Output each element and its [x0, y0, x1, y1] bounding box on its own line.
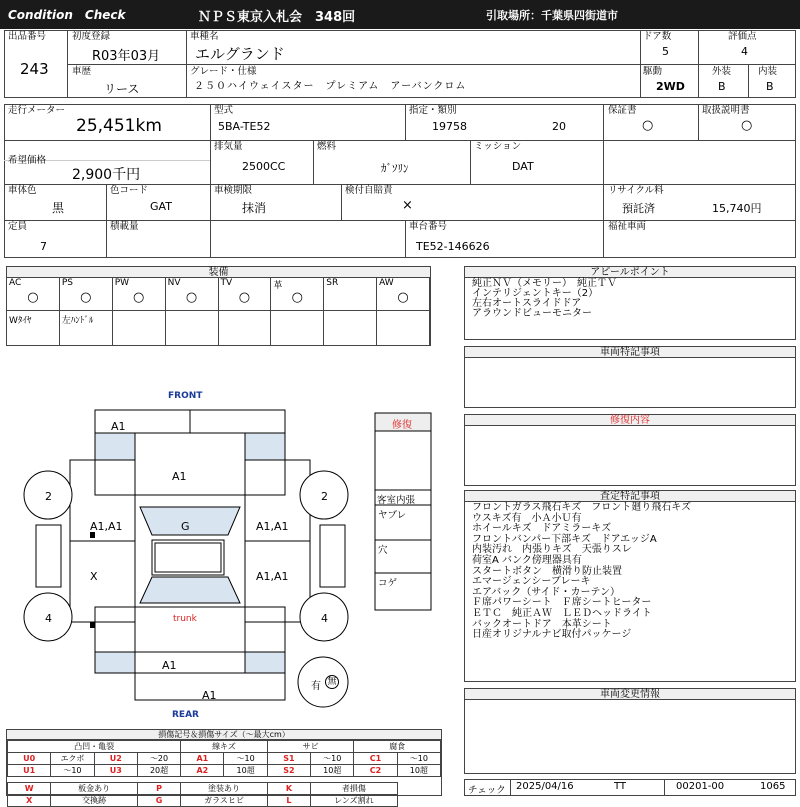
equipment-item-row2: [377, 311, 430, 345]
equipment-item: [113, 278, 166, 311]
equipment-item-row2: [113, 311, 166, 345]
color-code: GAT: [150, 200, 172, 213]
legend-other-cell: 塗装あり: [181, 783, 268, 795]
equipment-grid: [7, 278, 430, 345]
front-label: FRONT: [168, 391, 203, 401]
equipment-name: PS: [61, 278, 74, 288]
body-color: 黒: [52, 201, 65, 215]
interior-label: 内装: [758, 66, 778, 77]
legend-other-cell: K: [267, 783, 310, 795]
spare-tire: 無: [325, 675, 339, 689]
car-diagram: [0, 395, 460, 725]
tire-front-left: 2: [45, 490, 52, 503]
legend-cell: C1: [354, 753, 397, 765]
legend-cell: A2: [181, 765, 224, 777]
equipment-name: 左ﾊﾝﾄﾞﾙ: [61, 316, 94, 326]
equipment-mark: ○: [185, 290, 198, 305]
recycle-fee: 15,740円: [712, 202, 762, 215]
mark-left-front-door: A1,A1: [90, 520, 123, 533]
mission-label: ミッション: [474, 141, 522, 152]
inspection-note-line: フロントガラス飛石キズ フロント廻り飛石キズ: [472, 502, 691, 513]
legend-cell: S2: [267, 765, 310, 777]
inspection-note-line: エアバック（サイド・カーテン）: [472, 586, 620, 598]
car-name-label: 車種名: [190, 31, 219, 42]
rear-label: REAR: [172, 710, 199, 720]
equipment-mark: ○: [238, 290, 251, 305]
inspection-note-line: Ｆ席パワーシート Ｆ席シートヒーター: [472, 597, 652, 609]
legend-other-cell: X: [8, 795, 51, 807]
legend-other-cell: ガラスヒビ: [181, 795, 268, 807]
equipment-item-row2: [324, 311, 377, 345]
check-label: チェック: [468, 785, 506, 796]
equipment-item-row2: [219, 311, 272, 345]
doors: 5: [662, 45, 669, 58]
load-label: 積載量: [110, 221, 139, 232]
inspection-note-line: 荷室A バンク傍理器具有: [472, 555, 582, 566]
manual-label: 取扱説明書: [702, 105, 750, 116]
appeal-title: アピールポイント: [465, 267, 795, 278]
tire-rear-left: 4: [45, 612, 52, 625]
equipment-mark: ○: [291, 290, 303, 305]
exterior-label: 外装: [712, 66, 732, 77]
equipment-name: TV: [220, 278, 233, 288]
tire-front-right: 2: [321, 490, 328, 503]
equipment-mark: ○: [80, 290, 92, 305]
inspection-note-line: エマージェンシーブレーキ: [472, 576, 591, 588]
mark-rear-bumper: A1: [202, 689, 217, 702]
equipment-name: SR: [326, 278, 339, 288]
legend-cell: 20超: [137, 765, 180, 777]
exterior: B: [718, 80, 726, 93]
inspection-note-line: スタートボタン 横滑り防止装置: [472, 565, 622, 577]
equipment-item: [7, 278, 60, 311]
cabin-title: 客室内張: [377, 495, 416, 506]
warranty: ○: [642, 118, 654, 133]
repair-label: 修復: [392, 420, 412, 431]
liability-label: 検付自賠責: [345, 185, 393, 196]
footer-code: 00201-00: [676, 781, 725, 792]
inspection-note-line: ＥＴＣ 純正ＡＷ ＬＥＤヘッドライト: [472, 608, 652, 619]
welfare-label: 福祉車両: [608, 221, 647, 232]
equipment-item: [377, 278, 430, 311]
fuel: ｶﾞｿﾘﾝ: [381, 162, 409, 175]
legend-other-cell: 交換跡: [51, 795, 138, 807]
lot-no: 243: [20, 60, 49, 78]
special-notes-title: 車両特記事項: [465, 347, 795, 358]
equipment-item: [271, 278, 324, 311]
equipment-item-row2: [166, 311, 219, 345]
doors-label: ドア数: [643, 31, 672, 42]
mission: DAT: [512, 160, 534, 173]
equipment-item-row2: [7, 311, 60, 345]
legend-table: [7, 740, 441, 807]
mark-rear-gate: A1: [162, 659, 177, 672]
legend-title: 損傷記号＆損傷サイズ（〜最大cm）: [7, 730, 441, 740]
check-date: 2025/04/16: [516, 781, 574, 792]
displacement-label: 排気量: [214, 141, 243, 152]
legend-header: 腐食: [354, 741, 441, 753]
legend-cell: C2: [354, 765, 397, 777]
equipment-name: PW: [114, 278, 130, 288]
legend-cell: 〜10: [311, 753, 354, 765]
lot-no-label: 出品番号: [8, 31, 47, 42]
equipment-mark: ○: [397, 290, 409, 305]
legend-header: 凸凹・亀裂: [8, 741, 181, 753]
inspection-note-line: ホイールキズ ドアミラーキズ: [472, 523, 612, 535]
designation-label: 指定・類別: [409, 105, 457, 116]
appeal-line: インテリジェントキー（2）: [472, 288, 599, 299]
appeal-line: 純正ＮＶ（メモリー） 純正ＴＶ: [472, 278, 617, 289]
inspection-label: 車検期限: [214, 185, 253, 196]
mileage-label: 走行メーター: [8, 105, 66, 116]
equipment-name: AW: [379, 278, 394, 288]
legend-other-cell: W: [8, 783, 51, 795]
legend-cell: U2: [94, 753, 137, 765]
drive-label: 駆動: [643, 66, 663, 77]
equipment-name: NV: [167, 278, 181, 288]
tire-rear-right: 4: [321, 612, 328, 625]
legend-other-cell: 者損傷: [311, 783, 398, 795]
equipment-name: 革: [273, 281, 283, 291]
grade-label: グレード・仕様: [190, 66, 257, 77]
designation: 19758: [432, 120, 467, 133]
car-name: エルグランド: [195, 45, 285, 63]
inspection-expiry: 抹消: [242, 201, 267, 215]
legend-other-cell: L: [267, 795, 310, 807]
inspection-note-line: 日産オリジナルナビ取付パッケージ: [472, 629, 632, 641]
legend-other-cell: レンズ割れ: [311, 795, 398, 807]
equipment-title: 装備: [7, 267, 430, 278]
equipment-item: [219, 278, 272, 311]
warranty-label: 保証書: [608, 105, 637, 116]
change-info-panel: [464, 688, 796, 774]
mark-left-rear-door: X: [90, 570, 98, 583]
footer-number: 1065: [760, 781, 786, 792]
appeal-line: アラウンドビューモニター: [472, 308, 592, 319]
recycle-status: 預託済: [622, 202, 655, 215]
liability: ×: [402, 198, 413, 213]
interior: B: [766, 80, 774, 93]
price-label: 希望価格: [8, 155, 47, 166]
model: 5BA-TE52: [218, 120, 271, 133]
inspection-note-line: ウスキズ有 小Ａ小Ｕ有: [472, 512, 582, 524]
auction-name: ＮＰＳ東京入札会 348回: [198, 10, 356, 25]
inspection-note-line: バックオートドア 本革シート: [472, 618, 612, 630]
legend-cell: 〜10: [51, 765, 94, 777]
price: 2,900千円: [72, 167, 141, 183]
fuel-label: 燃料: [317, 141, 337, 152]
mileage: 25,451km: [76, 116, 162, 136]
legend-other-cell: 板金あり: [51, 783, 138, 795]
inspection-note-line: フロントバンパー下部キズ ドアエッジA: [472, 533, 657, 545]
body-color-label: 車体色: [8, 185, 37, 196]
capacity-label: 定員: [8, 221, 28, 232]
legend-grid: [7, 740, 441, 807]
equipment-item: [324, 278, 377, 311]
sheet-title: Condition Check: [8, 8, 126, 22]
legend-header: サビ: [267, 741, 354, 753]
legend-cell: 10超: [224, 765, 267, 777]
legend-cell: U3: [94, 765, 137, 777]
mark-right-front-door: A1,A1: [256, 520, 289, 533]
first-reg: R03年03月: [92, 49, 161, 64]
inspection-note-line: 内装汚れ 内張りキズ 天張りスレ: [472, 544, 632, 556]
repair-content-title: 修復内容: [465, 415, 795, 426]
model-label: 型式: [214, 105, 234, 116]
spare-prefix: 有: [311, 681, 321, 692]
history-label: 車歴: [72, 66, 92, 77]
classification: 20: [552, 120, 566, 133]
trunk-label: trunk: [173, 614, 197, 624]
equipment-name: Wﾀｲﾔ: [9, 316, 32, 326]
grade: ２５０ハイウェイスター プレミアム アーバンクロム: [194, 81, 467, 92]
legend-other-cell: P: [137, 783, 180, 795]
cabin-item-hole: 穴: [378, 545, 388, 556]
cabin-item-tear: ヤブレ: [378, 510, 407, 521]
legend-cell: S1: [267, 753, 310, 765]
legend-cell: 〜20: [137, 753, 180, 765]
equipment-item: [166, 278, 219, 311]
legend-header: 線キズ: [181, 741, 268, 753]
legend-cell: 〜10: [224, 753, 267, 765]
change-info-title: 車両変更情報: [465, 689, 795, 700]
score-label: 評価点: [728, 31, 757, 42]
equipment-item-row2: [60, 311, 113, 345]
header-bar: [0, 0, 800, 29]
legend-cell: エクボ: [51, 753, 94, 765]
equipment-mark: ○: [133, 290, 145, 305]
equipment-item: [60, 278, 113, 311]
equipment-name: AC: [9, 278, 22, 288]
mark-hood: A1: [172, 470, 187, 483]
drive: 2WD: [656, 80, 685, 93]
equipment-item-row2: [271, 311, 324, 345]
mark-front-bumper: A1: [111, 420, 126, 433]
chassis-label: 車台番号: [409, 221, 448, 232]
cabin-item-burn: コゲ: [378, 578, 398, 589]
displacement: 2500CC: [242, 160, 286, 173]
inspector: TT: [614, 781, 627, 792]
manual: ○: [741, 118, 753, 133]
legend-cell: 10超: [311, 765, 354, 777]
legend-other-cell: G: [137, 795, 180, 807]
check-footer: [464, 779, 796, 796]
recycle-label: リサイクル料: [608, 185, 664, 196]
first-reg-label: 初度登録: [72, 31, 111, 42]
color-code-label: 色コード: [110, 185, 149, 196]
equipment-mark: ○: [27, 290, 39, 305]
legend-cell: 〜10: [397, 753, 440, 765]
inspection-notes-title: 査定特記事項: [465, 491, 795, 502]
history: リース: [104, 82, 140, 96]
mark-roof: G: [181, 520, 190, 533]
capacity: 7: [40, 240, 47, 253]
legend-cell: A1: [181, 753, 224, 765]
score: 4: [741, 45, 748, 58]
legend-cell: 10超: [397, 765, 440, 777]
legend-cell: U0: [8, 753, 51, 765]
pickup-location: 引取場所：千葉県四街道市: [486, 9, 618, 22]
mark-right-rear-door: A1,A1: [256, 570, 289, 583]
legend-cell: U1: [8, 765, 51, 777]
appeal-line: 左右オートスライドドア: [472, 298, 582, 309]
chassis-number: TE52-146626: [416, 240, 490, 253]
